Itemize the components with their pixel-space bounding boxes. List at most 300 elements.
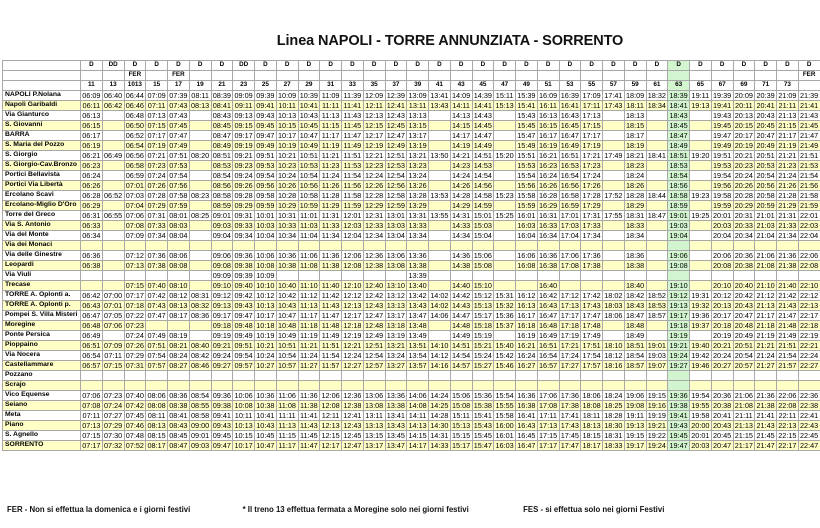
time-cell: 20:49 xyxy=(734,330,753,340)
time-cell: 09:51 xyxy=(234,340,253,350)
time-cell: 08:17 xyxy=(169,310,188,320)
time-cell xyxy=(690,381,712,391)
time-cell: 08:06 xyxy=(147,390,166,400)
time-cell xyxy=(429,331,451,341)
time-cell: 14:58 xyxy=(473,190,492,200)
time-cell: 18:51 xyxy=(625,340,645,350)
time-cell xyxy=(81,381,103,391)
station-name: S. Maria del Pozzo xyxy=(3,141,81,151)
time-cell: 19:40 xyxy=(691,340,710,350)
time-cell: 21:11 xyxy=(733,411,755,421)
time-cell: 19:53 xyxy=(712,160,732,170)
station-name: Ponte Persica xyxy=(3,331,81,341)
day-flag-cell xyxy=(146,71,168,81)
time-cell: 07:08 xyxy=(125,220,144,230)
time-cell xyxy=(211,241,233,251)
time-cell: 19:59 xyxy=(712,200,732,210)
time-cell: 07:28 xyxy=(147,190,166,200)
time-cell: 15:41 xyxy=(473,410,492,420)
train-number-cell: 41 xyxy=(429,81,451,91)
time-cell: 20:53 xyxy=(756,160,775,170)
time-cell: 14:09 xyxy=(451,90,471,100)
time-cell: 11:13 xyxy=(276,421,298,431)
time-cell xyxy=(777,241,799,251)
time-cell: 06:29 xyxy=(82,200,101,210)
time-cell: 18:49 xyxy=(669,140,688,150)
time-cell xyxy=(407,241,429,251)
time-cell: 15:59 xyxy=(517,200,536,210)
time-cell xyxy=(646,321,668,331)
time-cell: 18:43 xyxy=(669,110,688,120)
day-code-cell: D xyxy=(211,61,233,71)
time-cell: 09:49 xyxy=(256,140,275,150)
time-cell: 13:13 xyxy=(386,300,405,310)
time-cell: 17:21 xyxy=(582,150,601,160)
train-number-cell: 45 xyxy=(472,81,494,91)
time-cell: 13:48 xyxy=(408,320,427,330)
time-cell: 18:30 xyxy=(604,420,623,430)
time-cell: 08:54 xyxy=(212,170,231,180)
station-name: Leopardi xyxy=(3,261,81,271)
time-cell: 11:24 xyxy=(298,351,320,361)
time-cell: 21:58 xyxy=(799,190,819,200)
time-cell: 11:19 xyxy=(320,141,342,151)
time-cell: 10:38 xyxy=(277,260,297,270)
time-cell: 12:10 xyxy=(343,280,362,290)
time-cell: 06:24 xyxy=(82,170,101,180)
time-cell: 21:43 xyxy=(799,110,819,120)
time-cell xyxy=(494,281,516,291)
time-cell: 21:47 xyxy=(778,310,797,320)
time-cell: 14:13 xyxy=(408,420,427,430)
time-cell: 20:08 xyxy=(712,260,732,270)
time-cell: 17:49 xyxy=(604,150,623,160)
time-cell: 18:17 xyxy=(625,130,645,140)
day-flag-cell xyxy=(233,71,255,81)
time-cell: 13:18 xyxy=(386,320,405,330)
time-cell: 07:36 xyxy=(147,250,166,260)
time-cell: 19:24 xyxy=(647,440,666,450)
time-cell xyxy=(189,161,211,171)
time-cell: 14:59 xyxy=(473,200,492,210)
time-cell: 15:43 xyxy=(473,420,492,430)
time-cell: 15:45 xyxy=(473,430,492,440)
time-cell: 10:15 xyxy=(277,120,297,130)
time-cell: 14:10 xyxy=(430,340,449,350)
time-cell: 13:43 xyxy=(408,300,427,310)
time-cell: 09:43 xyxy=(212,420,231,430)
time-cell: 13:34 xyxy=(408,230,427,240)
time-cell: 13:10 xyxy=(386,280,405,290)
time-cell xyxy=(690,181,712,191)
time-cell: 13:19 xyxy=(408,140,427,150)
time-cell: 18:34 xyxy=(647,100,666,110)
station-name: Moregine xyxy=(3,321,81,331)
station-row xyxy=(3,141,820,151)
time-cell: 09:36 xyxy=(234,250,253,260)
time-cell: 15:55 xyxy=(495,400,514,410)
time-cell: 17:15 xyxy=(582,120,601,130)
time-cell: 17:33 xyxy=(582,220,601,230)
time-cell: 20:24 xyxy=(712,350,732,360)
time-cell: 20:36 xyxy=(712,390,732,400)
time-cell: 14:49 xyxy=(473,140,492,150)
time-cell: 19:22 xyxy=(647,430,666,440)
time-cell xyxy=(690,141,712,151)
time-cell: 22:36 xyxy=(799,390,819,400)
time-cell: 08:32 xyxy=(190,300,210,310)
day-code-cell: D xyxy=(320,61,342,71)
time-cell xyxy=(429,131,451,141)
time-cell: 11:03 xyxy=(298,221,320,231)
time-cell xyxy=(146,381,168,391)
time-cell: 18:02 xyxy=(604,290,623,300)
time-cell xyxy=(189,231,211,241)
time-cell xyxy=(189,251,211,261)
time-cell: 16:08 xyxy=(517,260,536,270)
time-cell xyxy=(537,241,559,251)
time-cell: 17:24 xyxy=(560,350,579,360)
time-cell: 13:29 xyxy=(408,200,427,210)
time-cell: 08:43 xyxy=(169,420,188,430)
time-cell: 18:11 xyxy=(624,101,646,111)
time-cell: 21:15 xyxy=(778,120,797,130)
time-cell: 15:37 xyxy=(495,320,514,330)
time-cell: 16:21 xyxy=(517,340,536,350)
time-cell: 22:21 xyxy=(799,340,819,350)
station-row xyxy=(3,321,820,331)
time-cell: 12:43 xyxy=(343,420,362,430)
time-cell: 07:09 xyxy=(103,340,123,350)
time-cell: 11:54 xyxy=(342,171,364,181)
time-cell: 20:03 xyxy=(691,440,710,450)
time-cell: 08:13 xyxy=(190,100,210,110)
station-row xyxy=(3,391,820,401)
time-cell: 07:43 xyxy=(169,100,188,110)
time-cell: 21:42 xyxy=(778,290,797,300)
day-code-cell: D xyxy=(603,61,625,71)
time-cell: 13:51 xyxy=(408,340,427,350)
time-cell: 09:45 xyxy=(256,120,275,130)
day-code-cell: D xyxy=(668,61,690,71)
time-cell: 12:04 xyxy=(343,230,362,240)
time-cell: 19:01 xyxy=(647,340,666,350)
time-cell: 08:51 xyxy=(212,150,231,160)
time-cell: 22:17 xyxy=(799,310,819,320)
time-cell: 20:38 xyxy=(712,400,732,410)
time-cell: 13:43 xyxy=(386,420,405,430)
time-cell: 10:56 xyxy=(299,180,318,190)
station-name: Pioppaino xyxy=(3,341,81,351)
time-cell: 20:39 xyxy=(756,90,775,100)
time-cell: 06:31 xyxy=(82,210,101,220)
train-number-cell: 69 xyxy=(733,81,755,91)
time-cell: 15:15 xyxy=(451,430,471,440)
time-cell: 08:31 xyxy=(190,290,210,300)
time-cell: 07:23 xyxy=(103,390,123,400)
time-cell: 12:47 xyxy=(364,310,384,320)
time-cell: 13:13 xyxy=(364,420,384,430)
time-cell: 20:57 xyxy=(734,360,753,370)
time-cell: 19:58 xyxy=(712,190,732,200)
time-cell xyxy=(363,241,385,251)
time-cell: 08:12 xyxy=(169,290,188,300)
time-cell: 17:18 xyxy=(560,320,579,330)
train-number-cell: 19 xyxy=(189,81,211,91)
station-row xyxy=(3,131,820,141)
time-cell: 06:59 xyxy=(125,170,144,180)
time-cell: 14:38 xyxy=(451,260,471,270)
time-cell: 19:41 xyxy=(669,410,688,420)
time-cell xyxy=(690,281,712,291)
time-cell: 13:08 xyxy=(386,260,405,270)
time-cell xyxy=(102,271,124,281)
station-name: S. Giorgio xyxy=(3,151,81,161)
time-cell: 07:32 xyxy=(103,440,123,450)
time-cell: 20:47 xyxy=(712,440,732,450)
time-cell: 19:55 xyxy=(691,400,710,410)
time-cell: 07:40 xyxy=(125,390,144,400)
time-cell: 17:21 xyxy=(560,340,579,350)
time-cell: 07:39 xyxy=(169,90,188,100)
time-cell: 13:06 xyxy=(364,390,384,400)
time-cell: 21:39 xyxy=(799,90,819,100)
time-cell: 13:42 xyxy=(408,290,427,300)
time-cell: 10:24 xyxy=(277,170,297,180)
time-cell: 12:43 xyxy=(386,110,405,120)
time-cell: 18:09 xyxy=(625,90,645,100)
time-cell: 22:47 xyxy=(799,440,819,450)
time-cell: 19:42 xyxy=(691,350,710,360)
time-cell: 18:38 xyxy=(625,260,645,270)
time-cell: 22:01 xyxy=(799,210,819,220)
time-cell: 10:38 xyxy=(256,400,275,410)
time-cell xyxy=(189,201,211,211)
day-code-cell: D xyxy=(733,61,755,71)
time-cell: 19:47 xyxy=(712,130,732,140)
day-code-cell: D xyxy=(581,61,603,71)
time-cell: 07:13 xyxy=(82,420,101,430)
time-cell: 11:39 xyxy=(342,91,364,101)
time-cell: 21:11 xyxy=(777,101,799,111)
day-flag-cell xyxy=(342,71,364,81)
time-cell: 16:23 xyxy=(538,160,558,170)
time-cell: 20:54 xyxy=(734,350,753,360)
station-row xyxy=(3,221,820,231)
time-cell: 10:49 xyxy=(299,140,318,150)
time-cell: 15:20 xyxy=(495,150,514,160)
time-cell: 17:49 xyxy=(582,330,601,340)
time-cell: 21:10 xyxy=(756,280,775,290)
time-cell: 09:21 xyxy=(212,340,231,350)
time-cell: 10:48 xyxy=(277,320,297,330)
time-cell: 09:43 xyxy=(234,300,253,310)
time-cell: 11:40 xyxy=(320,281,342,291)
time-cell xyxy=(494,251,516,261)
time-cell: 22:11 xyxy=(777,411,799,421)
time-cell xyxy=(189,171,211,181)
time-cell: 13:33 xyxy=(408,220,427,230)
header-blank xyxy=(3,71,81,81)
time-cell: 14:15 xyxy=(408,430,427,440)
time-cell: 11:01 xyxy=(298,211,320,221)
station-row xyxy=(3,381,820,391)
time-cell xyxy=(581,381,603,391)
time-cell: 10:11 xyxy=(233,411,255,421)
time-cell xyxy=(646,241,668,251)
time-cell xyxy=(102,381,124,391)
time-cell xyxy=(624,371,646,381)
time-cell: 20:58 xyxy=(756,190,775,200)
time-cell: 14:33 xyxy=(430,440,449,450)
time-cell: 09:27 xyxy=(212,360,231,370)
time-cell: 16:42 xyxy=(538,290,558,300)
time-cell: 18:06 xyxy=(604,310,623,320)
time-cell xyxy=(777,381,799,391)
time-cell: 12:17 xyxy=(343,310,362,320)
time-cell xyxy=(189,331,211,341)
time-cell: 12:51 xyxy=(386,150,405,160)
time-cell: 06:55 xyxy=(103,210,123,220)
time-cell: 21:03 xyxy=(756,220,775,230)
time-cell: 09:28 xyxy=(234,190,253,200)
time-cell: 11:31 xyxy=(320,211,342,221)
time-cell: 18:15 xyxy=(582,430,601,440)
time-cell: 09:10 xyxy=(212,280,231,290)
time-cell xyxy=(168,381,190,391)
time-cell xyxy=(189,261,211,271)
time-cell: 09:12 xyxy=(212,290,231,300)
time-cell: 22:06 xyxy=(799,250,819,260)
time-cell xyxy=(581,241,603,251)
time-cell: 22:15 xyxy=(778,430,797,440)
time-cell: 12:31 xyxy=(364,210,384,220)
time-cell: 10:51 xyxy=(277,340,297,350)
time-cell: 11:36 xyxy=(320,251,342,261)
time-cell xyxy=(646,121,668,131)
time-cell: 18:24 xyxy=(625,170,645,180)
time-cell: 10:28 xyxy=(277,190,297,200)
time-cell: 16:18 xyxy=(517,320,536,330)
time-cell xyxy=(429,121,451,131)
time-cell: 09:26 xyxy=(234,180,253,190)
time-cell: 20:24 xyxy=(734,170,753,180)
time-cell: 08:56 xyxy=(212,180,231,190)
time-cell: 13:11 xyxy=(363,411,385,421)
time-cell: 17:12 xyxy=(560,290,579,300)
time-cell: 10:58 xyxy=(299,190,318,200)
time-cell: 07:24 xyxy=(125,330,144,340)
time-cell: 11:06 xyxy=(276,391,298,401)
time-cell: 14:26 xyxy=(451,180,471,190)
time-cell: 16:13 xyxy=(517,300,536,310)
time-cell: 14:43 xyxy=(473,110,492,120)
time-cell: 18:13 xyxy=(625,110,645,120)
time-cell: 15:43 xyxy=(517,110,536,120)
time-cell: 14:06 xyxy=(430,310,449,320)
time-cell xyxy=(385,381,407,391)
time-cell: 17:03 xyxy=(560,220,579,230)
time-cell: 16:38 xyxy=(517,400,536,410)
time-cell xyxy=(385,241,407,251)
time-cell xyxy=(537,371,559,381)
time-cell xyxy=(450,371,472,381)
time-cell: 21:34 xyxy=(778,230,797,240)
time-cell: 16:41 xyxy=(560,100,579,110)
time-cell: 09:08 xyxy=(212,260,231,270)
time-cell: 18:39 xyxy=(669,90,688,100)
time-cell: 15:56 xyxy=(517,180,536,190)
time-cell: 12:51 xyxy=(364,340,384,350)
time-cell: 14:42 xyxy=(451,290,471,300)
time-cell xyxy=(168,271,190,281)
station-row xyxy=(3,181,820,191)
time-cell: 10:08 xyxy=(256,260,275,270)
time-cell xyxy=(276,271,298,281)
time-cell: 14:48 xyxy=(451,320,471,330)
time-cell xyxy=(429,141,451,151)
time-cell: 09:47 xyxy=(256,130,275,140)
time-cell: 14:11 xyxy=(407,411,429,421)
time-cell: 19:12 xyxy=(669,290,688,300)
time-cell: 21:51 xyxy=(778,340,797,350)
time-cell xyxy=(320,271,342,281)
time-cell xyxy=(298,271,320,281)
time-cell: 17:08 xyxy=(560,260,579,270)
time-cell: 19:36 xyxy=(691,310,710,320)
time-cell xyxy=(798,381,820,391)
time-cell: 11:51 xyxy=(342,151,364,161)
time-cell: 13:21 xyxy=(386,340,405,350)
day-flag-cell xyxy=(102,71,124,81)
time-cell: 07:47 xyxy=(147,310,166,320)
time-cell: 07:45 xyxy=(169,120,188,130)
time-cell: 06:13 xyxy=(82,110,101,120)
time-cell: 08:13 xyxy=(147,420,166,430)
day-flag-cell: FER xyxy=(798,71,820,81)
time-cell: 17:19 xyxy=(560,330,579,340)
time-cell: 08:13 xyxy=(169,300,188,310)
time-cell: 09:41 xyxy=(256,100,275,110)
time-cell: 11:28 xyxy=(320,191,342,201)
time-cell: 11:11 xyxy=(276,411,298,421)
day-code-cell: D xyxy=(342,61,364,71)
time-cell: 20:34 xyxy=(734,230,753,240)
time-cell: 12:36 xyxy=(364,250,384,260)
time-cell: 09:17 xyxy=(234,130,253,140)
time-cell: 06:34 xyxy=(82,230,101,240)
time-cell: 09:18 xyxy=(212,320,231,330)
day-flag-cell xyxy=(537,71,559,81)
time-cell xyxy=(189,111,211,121)
time-cell xyxy=(603,141,625,151)
time-cell: 08:23 xyxy=(190,190,210,200)
time-cell xyxy=(494,331,516,341)
time-cell: 12:27 xyxy=(343,360,362,370)
time-cell: 07:23 xyxy=(125,320,144,330)
time-cell: 11:43 xyxy=(320,301,342,311)
time-cell: 07:57 xyxy=(147,360,166,370)
time-cell: 16:31 xyxy=(538,210,558,220)
time-cell: 12:12 xyxy=(343,290,362,300)
time-cell: 12:13 xyxy=(321,420,340,430)
time-cell: 18:28 xyxy=(625,190,645,200)
day-flag-cell xyxy=(494,71,516,81)
time-cell xyxy=(690,371,712,381)
station-row xyxy=(3,171,820,181)
time-cell: 14:47 xyxy=(473,130,492,140)
time-cell: 10:54 xyxy=(299,170,318,180)
